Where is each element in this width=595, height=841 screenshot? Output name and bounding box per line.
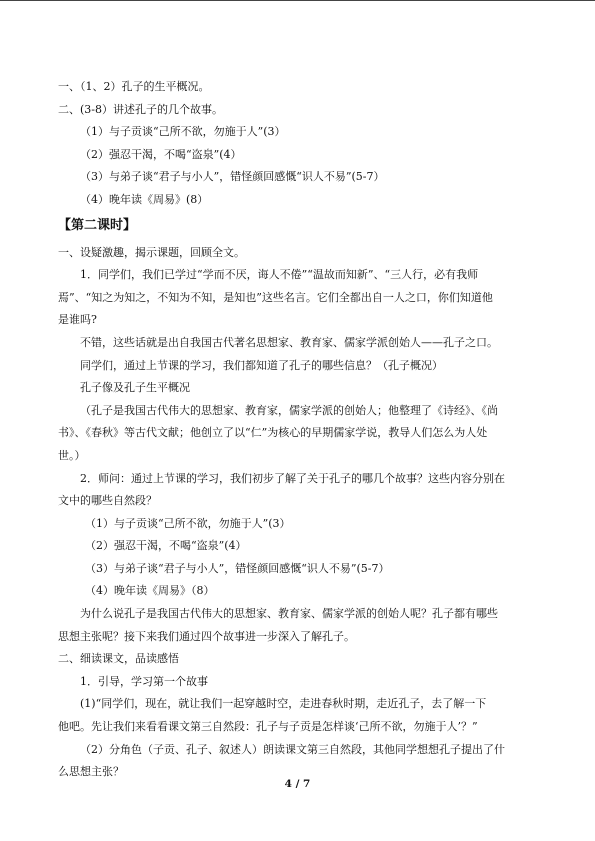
header-rule — [0, 0, 595, 1]
question1-line-2: 焉”、“知之为知之，不知为不知，是知也”这些名言。它们全都出自一人之口，你们知道他 — [58, 290, 493, 304]
outline-story-4: （4）晚年读《周易》(8） — [80, 192, 209, 206]
part1-title: 一、设疑激趣，揭示课题，回顾全文。 — [58, 245, 245, 259]
bio-line-3: 世。） — [58, 448, 86, 462]
story-item-3: （3）与弟子谈“君子与小人”，错怪颜回感慨“识人不易”(5-7） — [85, 561, 390, 575]
why-line-1: 为什么说孔子是我国古代伟大的思想家、教育家、儒家学派的创始人呢？孔子都有哪些 — [80, 607, 498, 621]
guide1-step1-line-2: 他吧。先让我们来看看课文第三自然段：孔子与子贡是怎样谈‘己所不欲，勿施于人’？” — [58, 720, 478, 734]
page-number: 4 / 7 — [284, 778, 311, 790]
guide1-step1-line-1: (1)“同学们，现在，就让我们一起穿越时空，走进春秋时期，走近孔子，去了解一下 — [80, 697, 487, 711]
part2-title: 二、细读课文，品读感悟 — [58, 652, 179, 666]
outline-story-1: （1）与子贡谈“己所不欲，勿施于人”(3） — [80, 125, 286, 139]
outline-item-1: 一、（1、2）孔子的生平概况。 — [58, 80, 210, 93]
question2-line-2: 文中的哪些自然段？ — [58, 494, 157, 508]
story-item-4: （4）晚年读《周易》（8） — [85, 584, 215, 598]
portrait-caption: 孔子像及孔子生平概况 — [80, 381, 190, 395]
question2-line-1: 2．师问：通过上节课的学习，我们初步了解了关于孔子的哪几个故事？这些内容分别在 — [80, 471, 505, 485]
lesson-heading: 【第二课时】 — [58, 217, 137, 233]
outline-story-3: （3）与弟子谈“君子与小人”，错怪颜回感慨“识人不易”(5-7） — [80, 170, 385, 184]
bio-line-2: 书》、《春秋》等古代文献；他创立了以“仁”为核心的早期儒家学说，教导人们怎么为人处 — [58, 426, 488, 440]
question1-line-1: 1．同学们，我们已学过“学而不厌，诲人不倦”“温故而知新”、“三人行，必有我师 — [80, 268, 479, 282]
question1-line-3: 是谁吗? — [58, 313, 97, 327]
guide1-title: 1．引导，学习第一个故事 — [80, 674, 208, 688]
recall-question: 同学们，通过上节课的学习，我们都知道了孔子的哪些信息？（孔子概况） — [80, 358, 443, 372]
guide1-step2-line-1: （2）分角色（子贡、孔子、叙述人）朗读课文第三自然段，其他同学想想孔子提出了什 — [80, 742, 505, 756]
outline-story-2: （2）强忍干渴，不喝“盗泉”(4） — [80, 147, 242, 161]
document-body — [58, 76, 546, 784]
answer1: 不错，这些话就是出自我国古代著名思想家、教育家、儒家学派创始人——孔子之口。 — [80, 335, 498, 349]
outline-item-2: 二、(3-8）讲述孔子的几个故事。 — [58, 102, 224, 116]
story-item-2: （2）强忍干渴，不喝“盗泉”(4） — [85, 539, 247, 553]
guide1-step2-line-2: 么思想主张？ — [58, 765, 124, 779]
bio-line-1: （孔子是我国古代伟大的思想家、教育家，儒家学派的创始人；他整理了《诗经》、《尚 — [80, 403, 498, 417]
why-line-2: 思想主张呢？接下来我们通过四个故事进一步深入了解孔子。 — [58, 629, 355, 643]
story-item-1: （1）与子贡谈“己所不欲，勿施于人”(3） — [85, 516, 291, 530]
